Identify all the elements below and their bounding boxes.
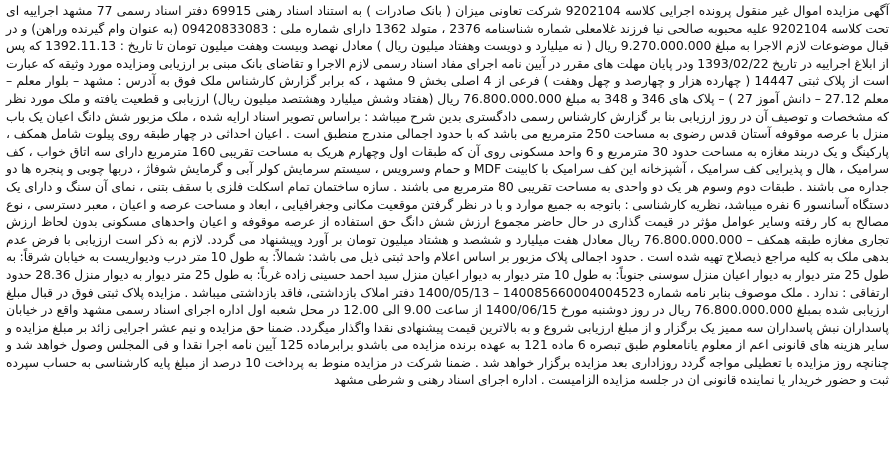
auction-notice-text: آگهی مزایده اموال غیر منقول پرونده اجرایی کلاسه 9202104 شرکت تعاونی میزان ( بانک صادرات ) به استناد اسناد رهنی 69915 دفتر اسناد رسمی 77 مشهد اجراییه ای تحت کلاسه 9202104 علیه محبوبه صالحی نیا فرزند غلامعلی شماره شناسنامه 2376 ، متولد 1362 دارای شماره ملی : 09420833083 (به عنوان وام گیرنده وراهن) و در قبال موضوعات لازم الاجرا به مبلغ 9.270.000.000 ریال ( نه میلیارد و دویست وهفتاد میلیون ریال ) معادل نهصد وبیست وهفت میلیون تومان تا تاریخ : 1392.11.13 که پس از ابلاغ اجراییه در تاریخ 1393/02/22 ودر پایان مهلت های مقرر در آیین نامه اجرای مفاد اسناد رسمی لازم الاجرا و تقاضای بانک مبنی بر ارزیابی ومزایده مورد وثیقه که عبارت است از پلاک ثبتی 14447 ( چهارده هزار و چهارصد و چهل وهفت ) فرعی از 4 اصلی بخش 9 مشهد ، که برابر گزارش کارشناس ملک فوق به آدرس : مشهد – بلوار معلم – معلم 27.12 – دانش آموز 27 ) – پلاک های 346 و 348 به مبلغ 76.800.000.000 ریال (هفتاد وشش میلیارد وهشتصد میلیون ریال) ارزیابی و قطعیت یافته و ملک مورد نظر که مشخصات و توصیف آن در روز ارزیابی بنا بر گزارش کارشناس رسمی دادگستری بدین شرح میباشد : براساس تصویر اسناد ارایه شده ، ملک مزبور شش دانگ اعیان یک باب منزل با عرصه موقوفه آستان قدس رضوی به مساحت 250 مترمربع می باشد که با حدود اجمالی مندرج منطبق است . اعیان احداثی در چهار طبقه روی پیلوت شامل همکف ، پارکینگ و یک دربند مغازه به مساحت حدود 30 مترمربع و 6 واحد مسکونی روی آن که طبقات اول وچهارم هریک به مساحت تقریبی 160 مترمربع دارای سه اتاق خواب ، کف سرامیک ، هال و پذیرایی کف سرامیک ، آشپزخانه این کف سرامیک با کابینت MDF و حمام وسرویس ، سیستم سرمایش کولر آبی و گرمایش شوفاژ ، دربها چوبی و پنجره ها دو جداره می باشند . طبقات دوم وسوم هر یک دو واحدی به مساحت تقریبی 80 مترمربع می باشند . سازه ساختمان تمام اسکلت فلزی با سقف بتنی ، نمای آن سنگ و دارای یک دستگاه آسانسور 6 نفره میباشد، نظریه کارشناسی : باتوجه به جمیع موارد و با در نظر گرفتن موقعیت مکانی وجغرافیایی ، ابعاد و مساحت عرصه و اعیان ، معبر دسترسی ، نوع مصالح به کار رفته وسایر عوامل مؤثر در قیمت گذاری در حال حاضر مجموع ارزش شش دانگ حق استفاده از عرصه موقوفه و اعیان واحدهای مسکونی بدون لحاظ ارزش تجاری مغازه طبقه همکف – 76.800.000.000 ریال معادل هفت میلیارد و ششصد و هشتاد میلیون تومان بر آورد وپیشنهاد می گردد. لازم به ذکر است ارزیابی با فرض عدم بدهی ملک به کلیه مراجع ذیصلاح تهیه شده است . حدود اجمالی پلاک مزبور بر اساس اعلام واحد ثبتی ذیل می باشد: شمالاً: به طول 10 متر درب وديواريست به خيابان شرقاً: به طول 25 متر دیوار به دیوار اعیان منزل سوسنی جنوباً: به طول 10 متر دیوار به دیوار اعیان منزل سید احمد حسینی زاده غرباً: به طول 25 متر دیوار به دیوار منزل 28.36 حدود ارتفاقی : ندارد . ملک موصوف بنابر نامه شماره 140085660004004523 – 1400/05/13 دفتر املاک بازداشتی، فاقد بازداشتی میباشد . مزایده پلاک ثبتی فوق در قبال مبلغ ارزیابی شده بمبلغ 76.800.000.000 ریال در روز دوشنبه مورخ 1400/06/15 از ساعت 9.00 الی 12.00 در محل شعبه اول اداره اجرای اسناد رسمی مشهد واقع در خیابان پاسداران نبش پاسداران سه ممیز یک برگزار و از مبلغ ارزیابی شروع و به بالاترین قیمت پیشنهادی نقدا واگذار میگردد. ضمنا حق مزایده و نیم عشر اجرایی زائد بر مبلغ مزایده و سایر هزینه های قانونی اعم از معلوم یانامعلوم طبق تبصره 6 ماده 121 به عهده برنده مزایده می باشدو برابرماده 125 آیین نامه اجرا نقدا و فی المجلس وصول خواهد شد و چنانچه روز مزایده با تعطیلی مواجه گردد روزاداری بعد مزایده برگزار خواهد شد . ضمنا شرکت در مزایده منوط به پرداخت 10 درصد از مبلغ پایه کارشناسی به حساب سپرده ثبت و حضور خریدار یا نماینده قانونی ان در جلسه مزایده الزامیست . اداره اجرای اسناد رهنی و شرطی مشهد <box>6 3 890 388</box>
